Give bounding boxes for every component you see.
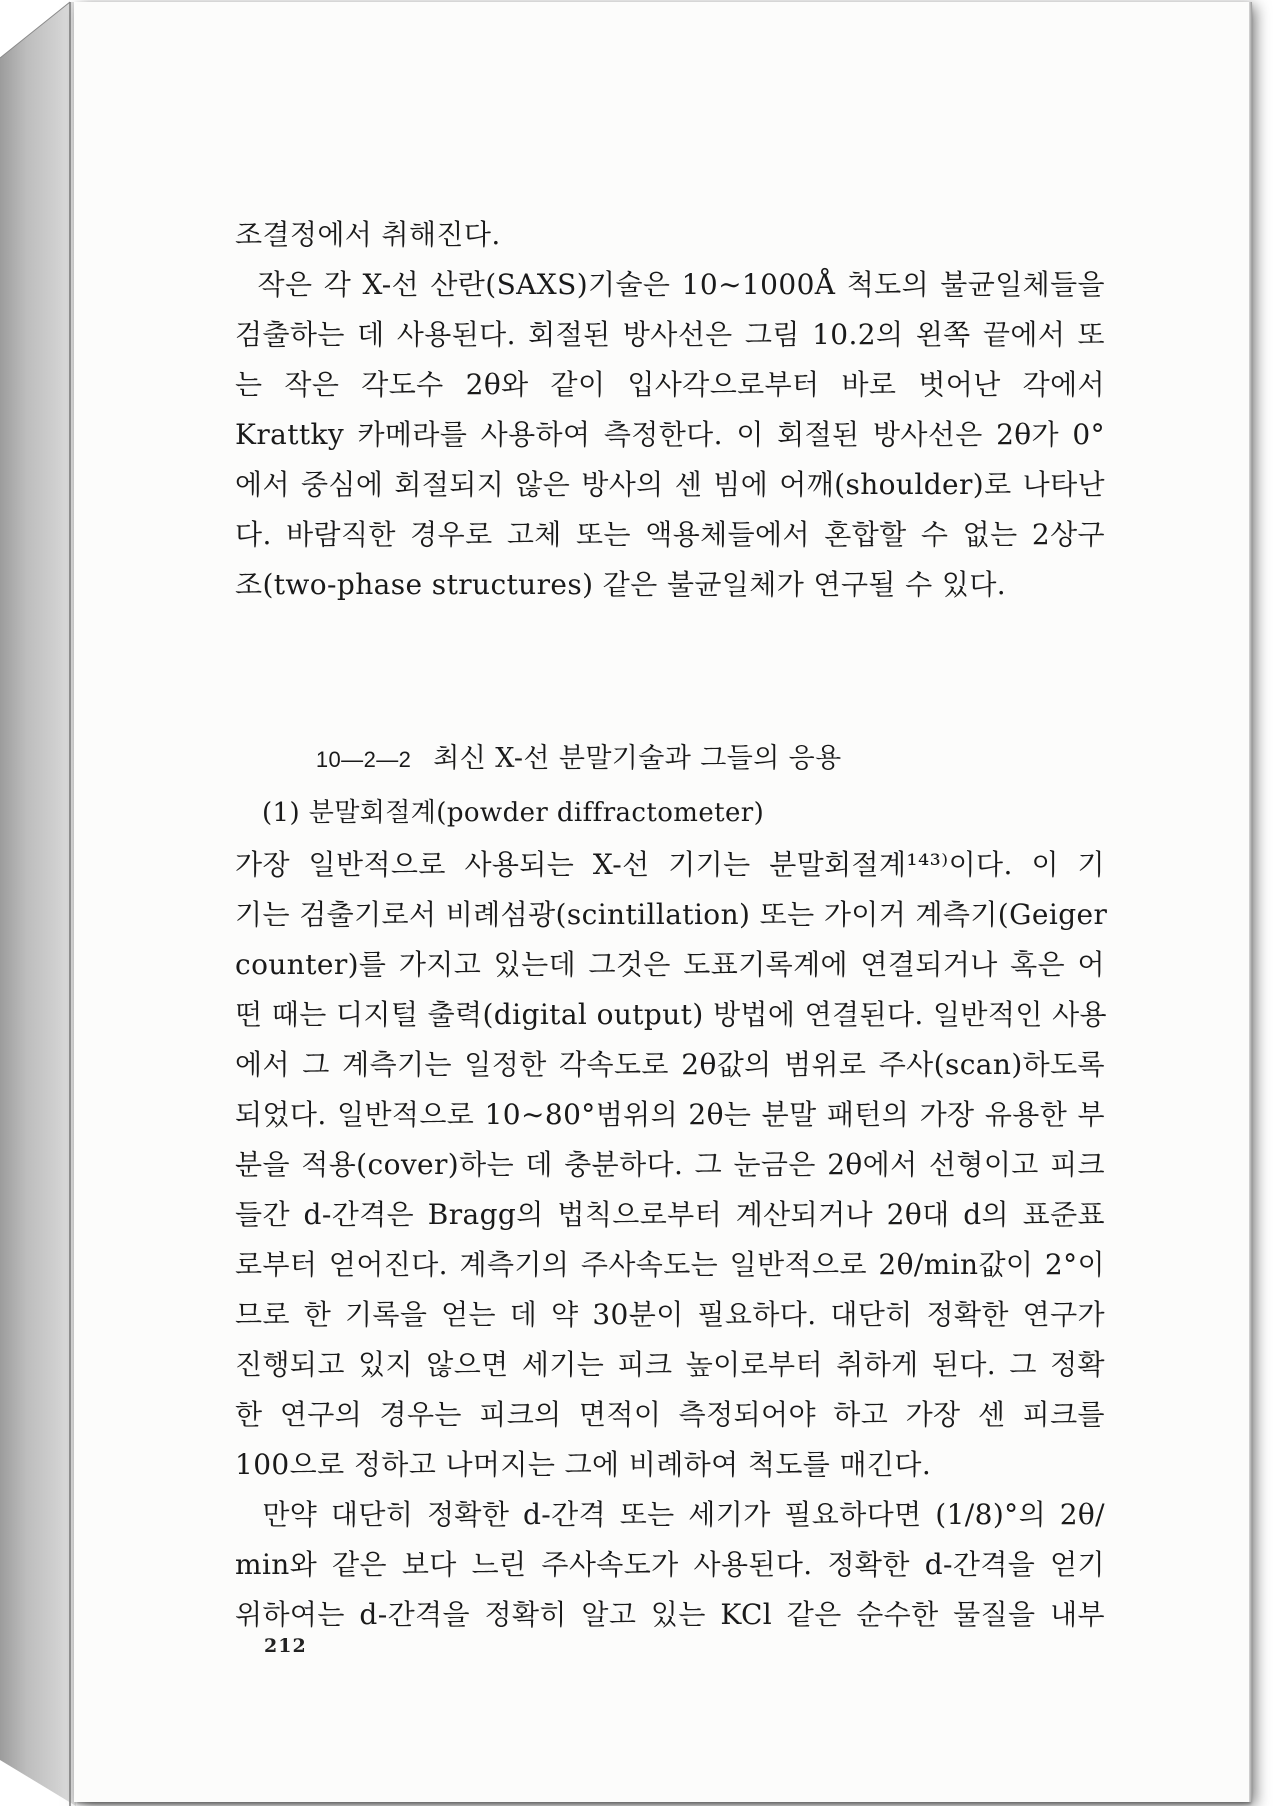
subsection-heading: (1) 분말회절계(powder diffractometer)	[262, 798, 765, 828]
text-line: 작은 각 X-선 산란(SAXS)기술은 10∼1000Å 척도의 불균일체들을	[235, 268, 1105, 301]
text-line: min와 같은 보다 느린 주사속도가 사용된다. 정확한 d-간격을 얻기	[235, 1548, 1105, 1581]
text-line: 검출하는 데 사용된다. 회절된 방사선은 그림 10.2의 왼쪽 끝에서 또	[235, 318, 1105, 351]
text-line: 에서 그 계측기는 일정한 각속도로 2θ값의 범위로 주사(scan)하도록	[235, 1048, 1105, 1081]
text-line: 가장 일반적으로 사용되는 X-선 기기는 분말회절계¹⁴³⁾이다. 이 기	[235, 848, 1105, 881]
text-line: 한 연구의 경우는 피크의 면적이 측정되어야 하고 가장 센 피크를	[235, 1398, 1105, 1431]
text-line: 에서 중심에 회절되지 않은 방사의 센 빔에 어깨(shoulder)로 나타난	[235, 468, 1105, 501]
text-line: 만약 대단히 정확한 d-간격 또는 세기가 필요하다면 (1/8)°의 2θ/	[235, 1498, 1105, 1531]
section-number: 10—2—2	[315, 747, 412, 772]
text-line: 진행되고 있지 않으면 세기는 피크 높이로부터 취하게 된다. 그 정확	[235, 1348, 1105, 1381]
text-line: 분을 적용(cover)하는 데 충분하다. 그 눈금은 2θ에서 선형이고 피크	[235, 1148, 1105, 1181]
text-line: 는 작은 각도수 2θ와 같이 입사각으로부터 바로 벗어난 각에서	[235, 368, 1105, 401]
text-line: 조(two-phase structures) 같은 불균일체가 연구될 수 있다.	[235, 568, 1007, 601]
text-line: 떤 때는 디지털 출력(digital output) 방법에 연결된다. 일반적인 사용	[235, 998, 1107, 1031]
text-line: 로부터 얻어진다. 계측기의 주사속도는 일반적으로 2θ/min값이 2°이	[235, 1248, 1105, 1281]
text-line: counter)를 가지고 있는데 그것은 도표기록계에 연결되거나 혹은 어	[235, 948, 1105, 981]
text-line: 100으로 정하고 나머지는 그에 비례하여 척도를 매긴다.	[235, 1448, 932, 1481]
page-number: 212	[264, 1635, 307, 1657]
text-line: 기는 검출기로서 비례섬광(scintillation) 또는 가이거 계측기(Geiger	[235, 898, 1108, 931]
text-line: 다. 바람직한 경우로 고체 또는 액용체들에서 혼합할 수 없는 2상구	[235, 518, 1105, 551]
section-title: 최신 X-선 분말기술과 그들의 응용	[433, 743, 842, 774]
book-spine	[0, 0, 76, 1806]
text-line: 위하여는 d-간격을 정확히 알고 있는 KCl 같은 순수한 물질을 내부	[235, 1598, 1105, 1631]
text-line: Krattky 카메라를 사용하여 측정한다. 이 회절된 방사선은 2θ가 0°	[235, 418, 1105, 451]
text-line: 므로 한 기록을 얻는 데 약 30분이 필요하다. 대단히 정확한 연구가	[235, 1298, 1105, 1331]
text-line: 되었다. 일반적으로 10∼80°범위의 2θ는 분말 패턴의 가장 유용한 부	[235, 1098, 1105, 1131]
text-line: 들간 d-간격은 Bragg의 법칙으로부터 계산되거나 2θ대 d의 표준표	[235, 1198, 1105, 1231]
page-edge	[1249, 2, 1252, 1802]
text-line: 조결정에서 취해진다.	[235, 218, 501, 251]
